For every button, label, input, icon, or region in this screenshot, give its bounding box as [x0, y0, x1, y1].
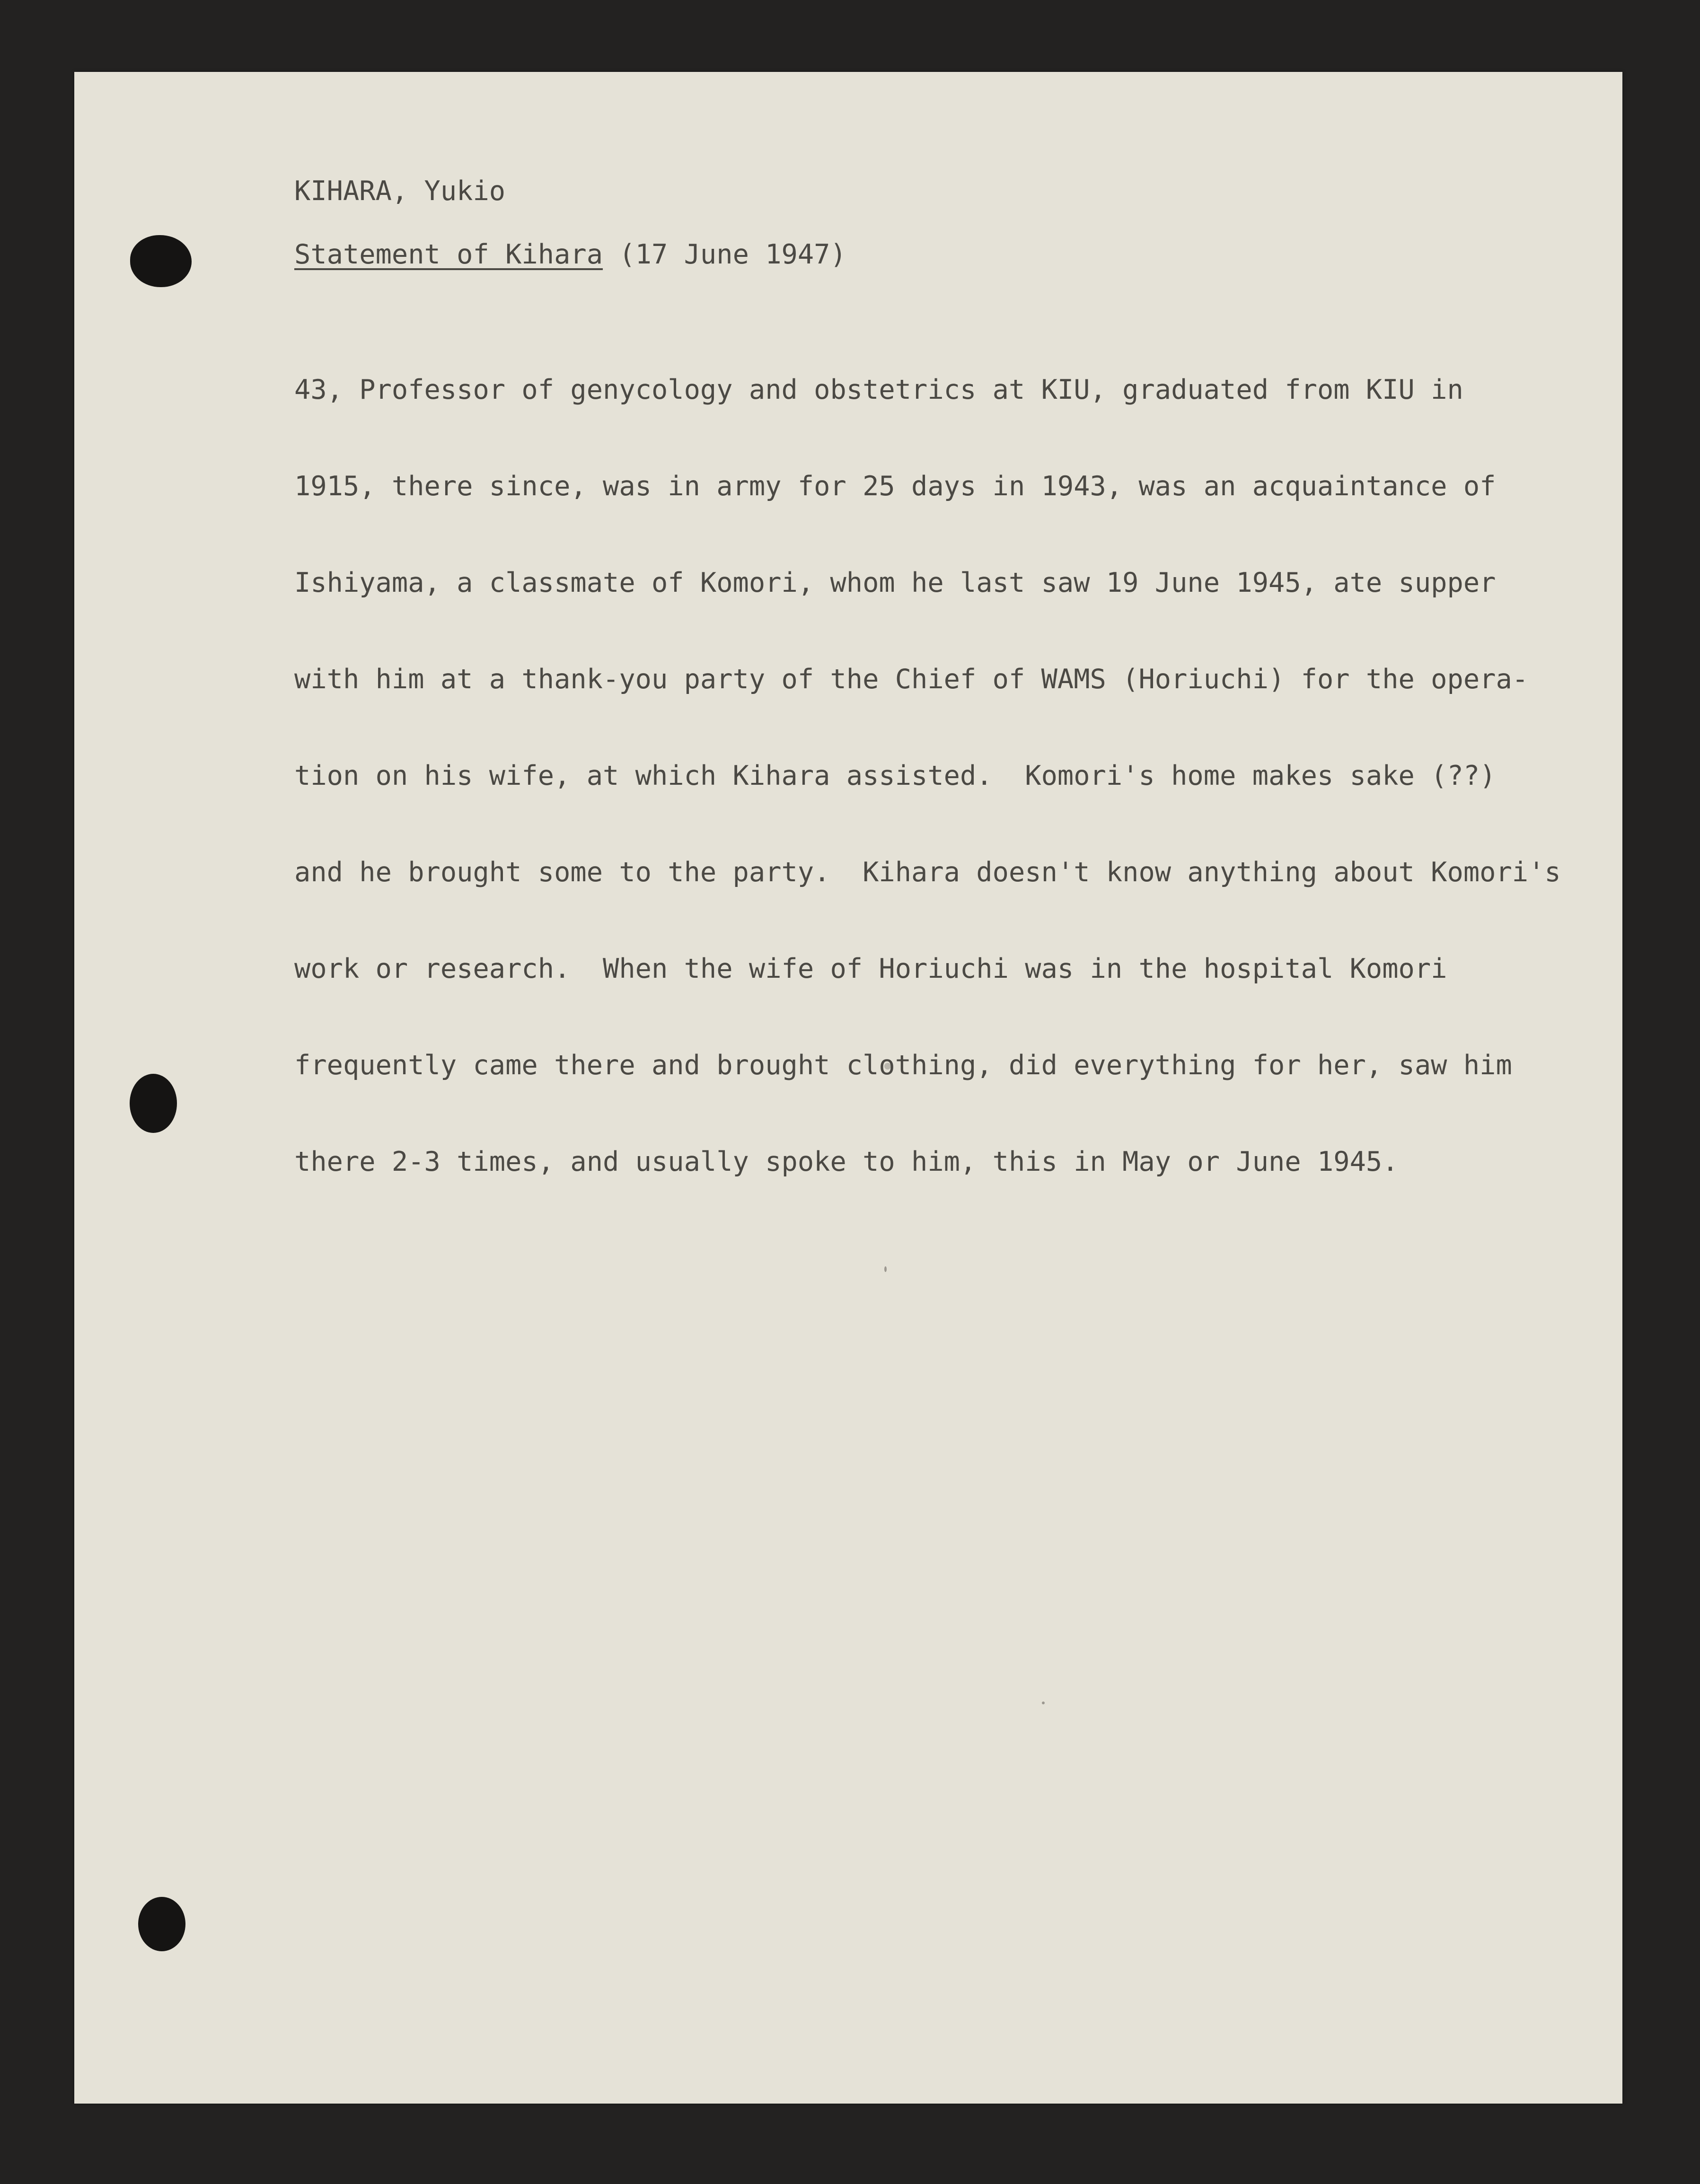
- body-line: work or research. When the wife of Horiuchi was in the hospital Komori: [294, 953, 1447, 984]
- punch-hole-middle: [130, 1074, 177, 1133]
- body-line: Ishiyama, a classmate of Komori, whom he last saw 19 June 1945, ate supper: [294, 567, 1496, 598]
- body-line: with him at a thank-you party of the Chief of WAMS (Horiuchi) for the opera-: [294, 664, 1529, 695]
- subject-name-heading: KIHARA, Yukio: [294, 175, 506, 207]
- typed-page: [74, 72, 1622, 2104]
- statement-date: (17 June 1947): [603, 239, 846, 270]
- paper-speck: [884, 1063, 891, 1070]
- punch-hole-bottom: [138, 1897, 185, 1951]
- body-line: tion on his wife, at which Kihara assisted. Komori's home makes sake (??): [294, 760, 1496, 791]
- statement-title: Statement of Kihara: [294, 239, 603, 270]
- paper-speck: [1042, 1702, 1045, 1704]
- paper-speck: [884, 1266, 887, 1272]
- body-line: 43, Professor of genycology and obstetrics at KIU, graduated from KIU in: [294, 374, 1463, 405]
- statement-body: [294, 309, 1561, 1242]
- body-line: 1915, there since, was in army for 25 days in 1943, was an acquaintance of: [294, 471, 1496, 502]
- body-line: there 2-3 times, and usually spoke to him, this in May or June 1945.: [294, 1146, 1399, 1177]
- body-line: frequently came there and brought clothing, did everything for her, saw him: [294, 1050, 1512, 1081]
- statement-heading: [294, 238, 846, 271]
- body-line: and he brought some to the party. Kihara doesn't know anything about Komori's: [294, 857, 1561, 888]
- punch-hole-top: [130, 235, 192, 287]
